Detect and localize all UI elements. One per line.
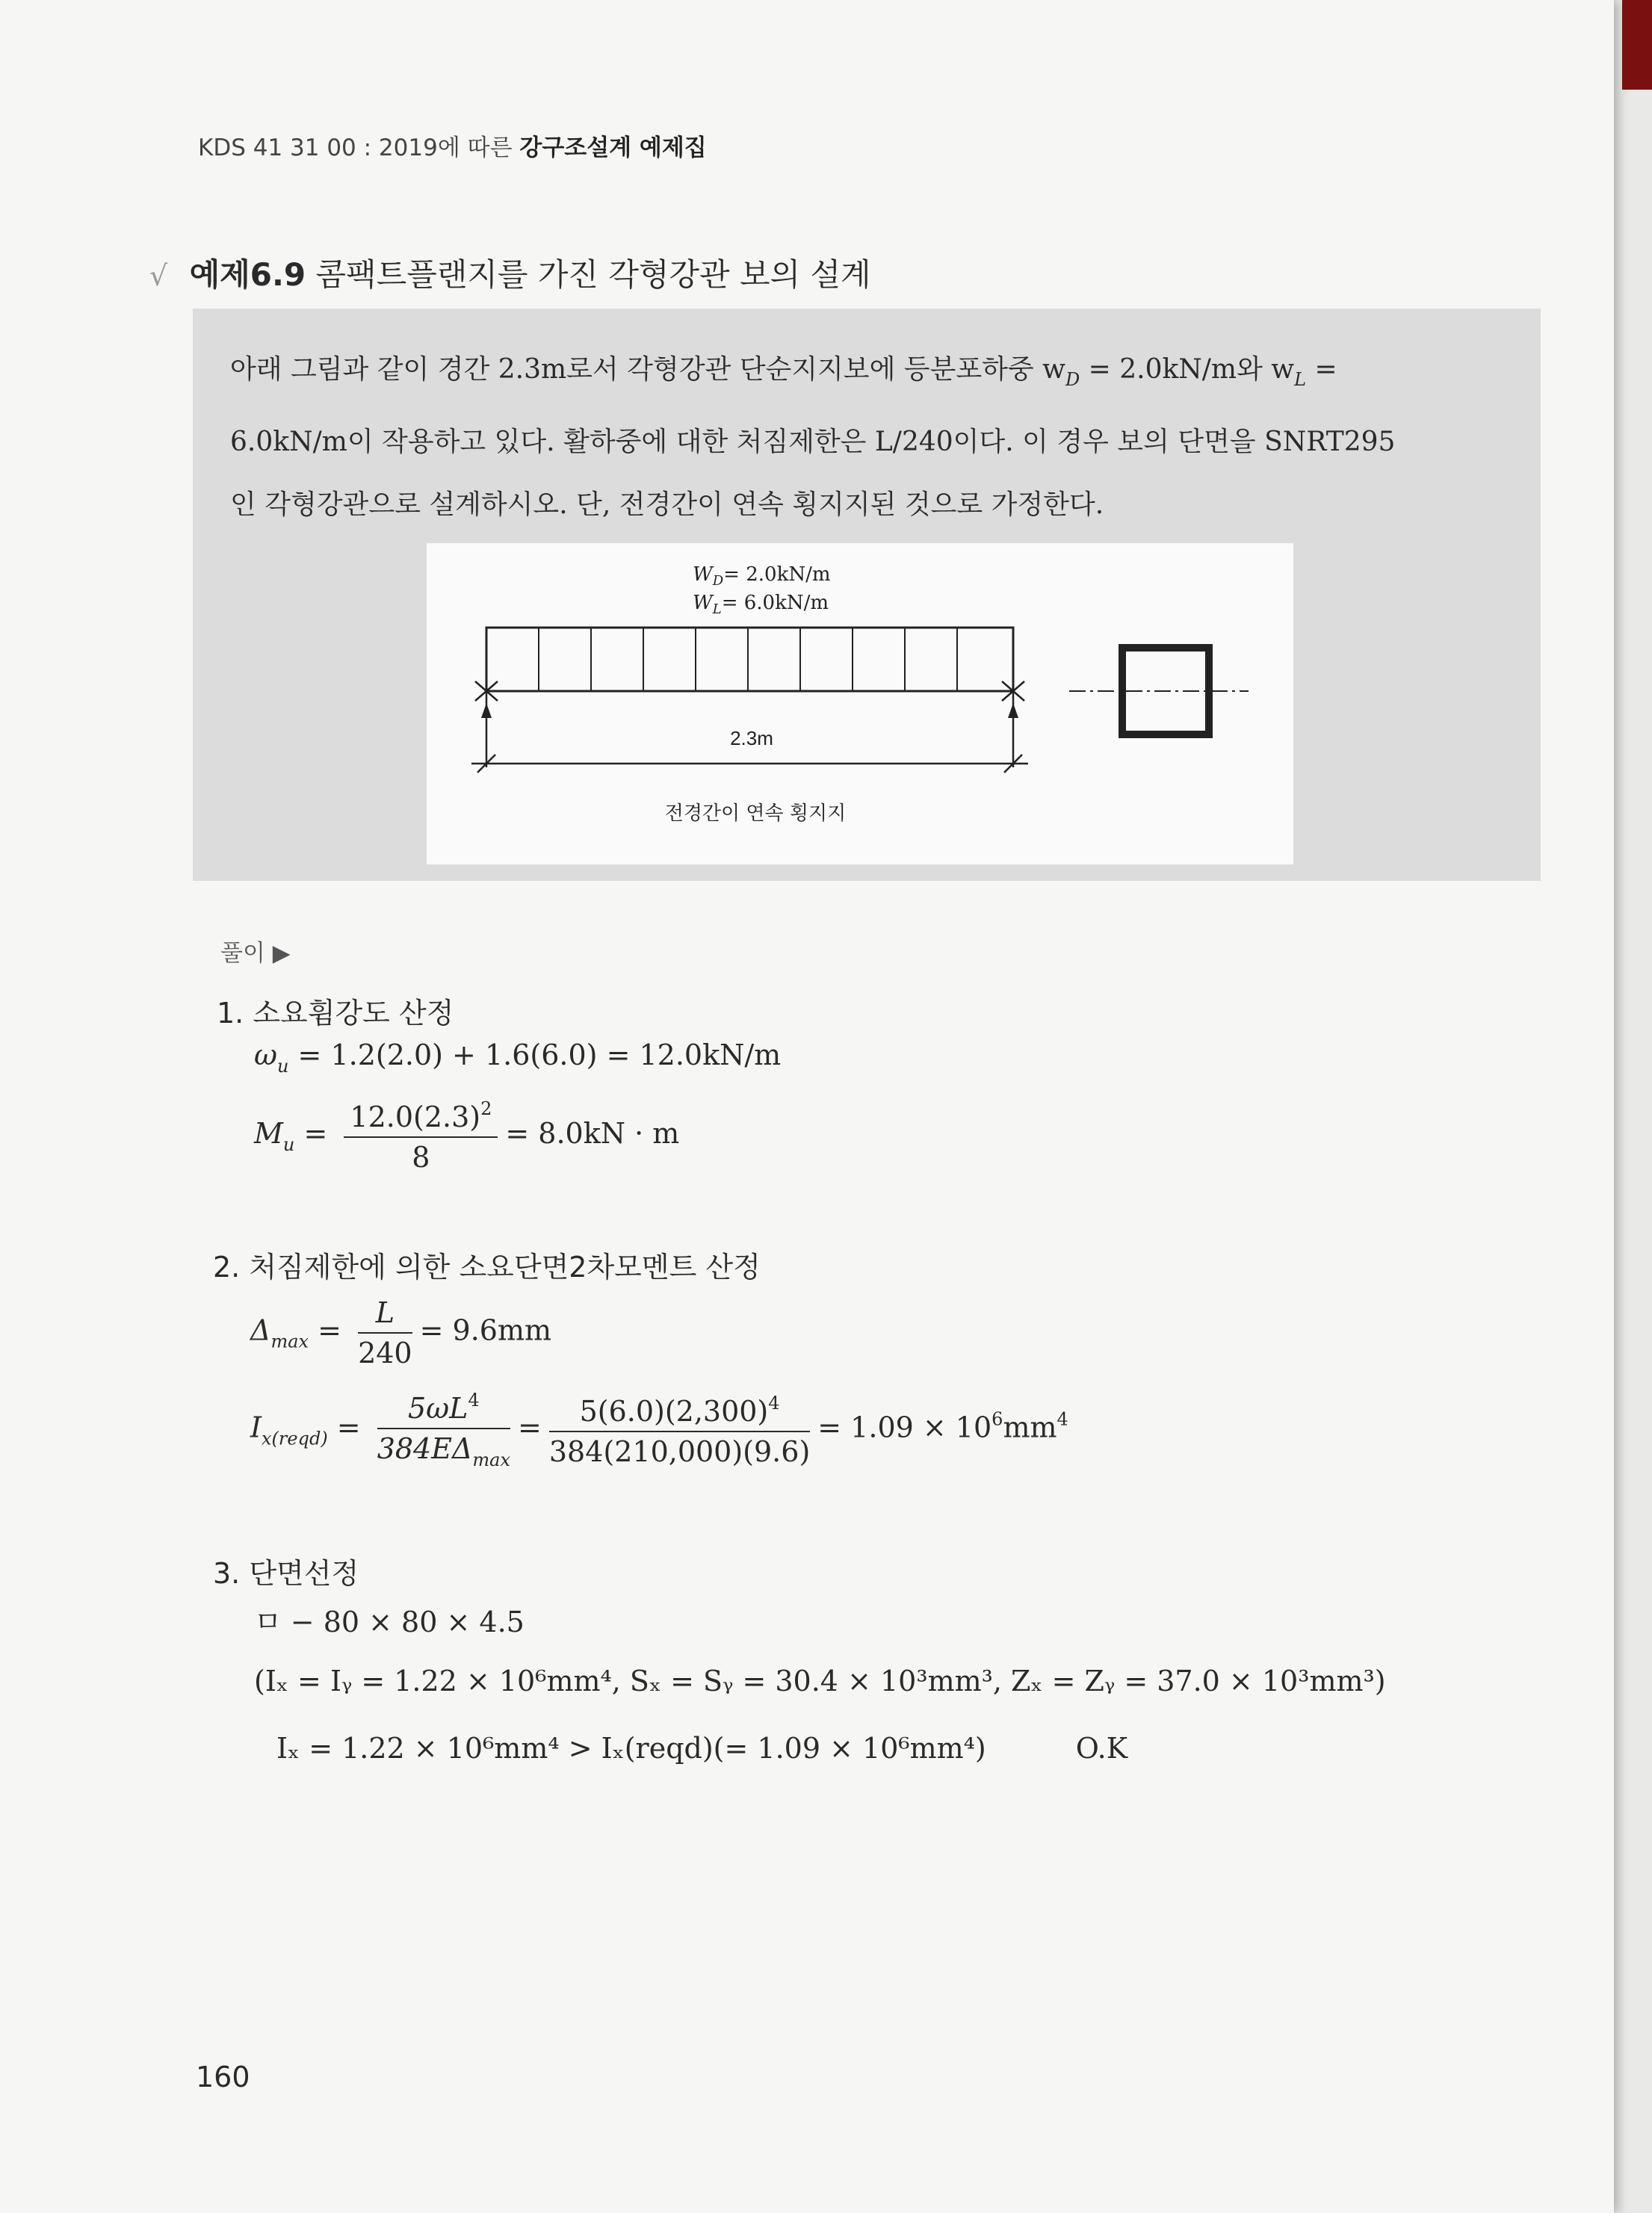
distributed-load bbox=[486, 628, 1013, 691]
solution-label: 풀이 ▶ bbox=[220, 940, 291, 967]
beam-diagram bbox=[427, 543, 1293, 864]
load-hatching bbox=[539, 628, 957, 691]
example-title bbox=[149, 250, 871, 295]
example-title-text: 콤팩트플랜지를 가진 각형강관 보의 설계 bbox=[315, 256, 871, 293]
ok-label: O.K bbox=[1075, 1732, 1128, 1765]
header-prefix: KDS 41 31 00 : 2019에 따른 bbox=[198, 134, 520, 161]
eq-dmax: $\Delta_{max}$ = $\frac{L}{240}$ = 9.6mm bbox=[250, 1296, 552, 1369]
wl-label: $W_L= 6.0kN/m$ bbox=[693, 592, 829, 617]
figure-caption: 전경간이 연속 횡지지 bbox=[664, 802, 847, 825]
problem-text bbox=[230, 338, 1515, 536]
beam-figure bbox=[427, 543, 1293, 864]
section-properties: (Iₓ = Iᵧ = 1.22 × 10⁶mm⁴, Sₓ = Sᵧ = 30.4 × 10³mm³, Zₓ = Zᵧ = 37.0 × 10³mm³) bbox=[254, 1665, 1386, 1697]
problem-line-1: 아래 그림과 같이 경간 2.3m로서 각형강관 단순지지보에 등분포하중 $w_D = 2.0kN/m$와 $w_L$ = bbox=[230, 354, 1337, 390]
section-2-title: 2. 처짐제한에 의한 소요단면2차모멘트 산정 bbox=[213, 1251, 761, 1284]
section-3-title: 3. 단면선정 bbox=[213, 1557, 359, 1590]
eq-ix-reqd: $I_{x(reqd)}$ = $\frac{5\omega L^4}{384E\Delta_{max}}$ = $\frac{5(6.0)(2,300)^4}{384(210,000)(9.6)}$ = $1.09 \times 10^6mm^4$ bbox=[250, 1390, 1068, 1470]
page-number: 160 bbox=[196, 2061, 250, 2093]
eq-mu: $M_u$ = $\frac{12.0(2.3)^2}{8}$ = 8.0kN · m bbox=[254, 1098, 680, 1174]
running-header bbox=[198, 129, 707, 162]
header-bold: 강구조설계 예제집 bbox=[519, 134, 707, 161]
section-1-title: 1. 소요휨강도 산정 bbox=[217, 997, 454, 1030]
checkmark-icon: √ bbox=[149, 259, 168, 292]
example-number: 예제6.9 bbox=[189, 256, 306, 293]
eq-wu: $\omega_u = 1.2(2.0) + 1.6(6.0) = 12.0kN/m$ bbox=[254, 1039, 782, 1077]
problem-box bbox=[193, 309, 1541, 881]
problem-line-3: 인 각형강관으로 설계하시오. 단, 전경간이 연속 횡지지된 것으로 가정한다. bbox=[230, 489, 1104, 520]
tube-section bbox=[1069, 648, 1249, 734]
selected-section: ㅁ − 80 × 80 × 4.5 bbox=[254, 1606, 525, 1638]
span-label: 2.3m bbox=[730, 727, 773, 749]
wd-label: $W_D= 2.0kN/m$ bbox=[693, 563, 831, 589]
problem-line-2: 6.0kN/m이 작용하고 있다. 활하중에 대한 처짐제한은 L/240이다. 이 경우 보의 단면을 SNRT295 bbox=[230, 427, 1396, 457]
deflection-check: Iₓ = 1.22 × 10⁶mm⁴ > Iₓ(reqd)(= 1.09 × 10⁶mm⁴) O.K bbox=[276, 1732, 1128, 1765]
book-edge bbox=[1622, 0, 1652, 90]
